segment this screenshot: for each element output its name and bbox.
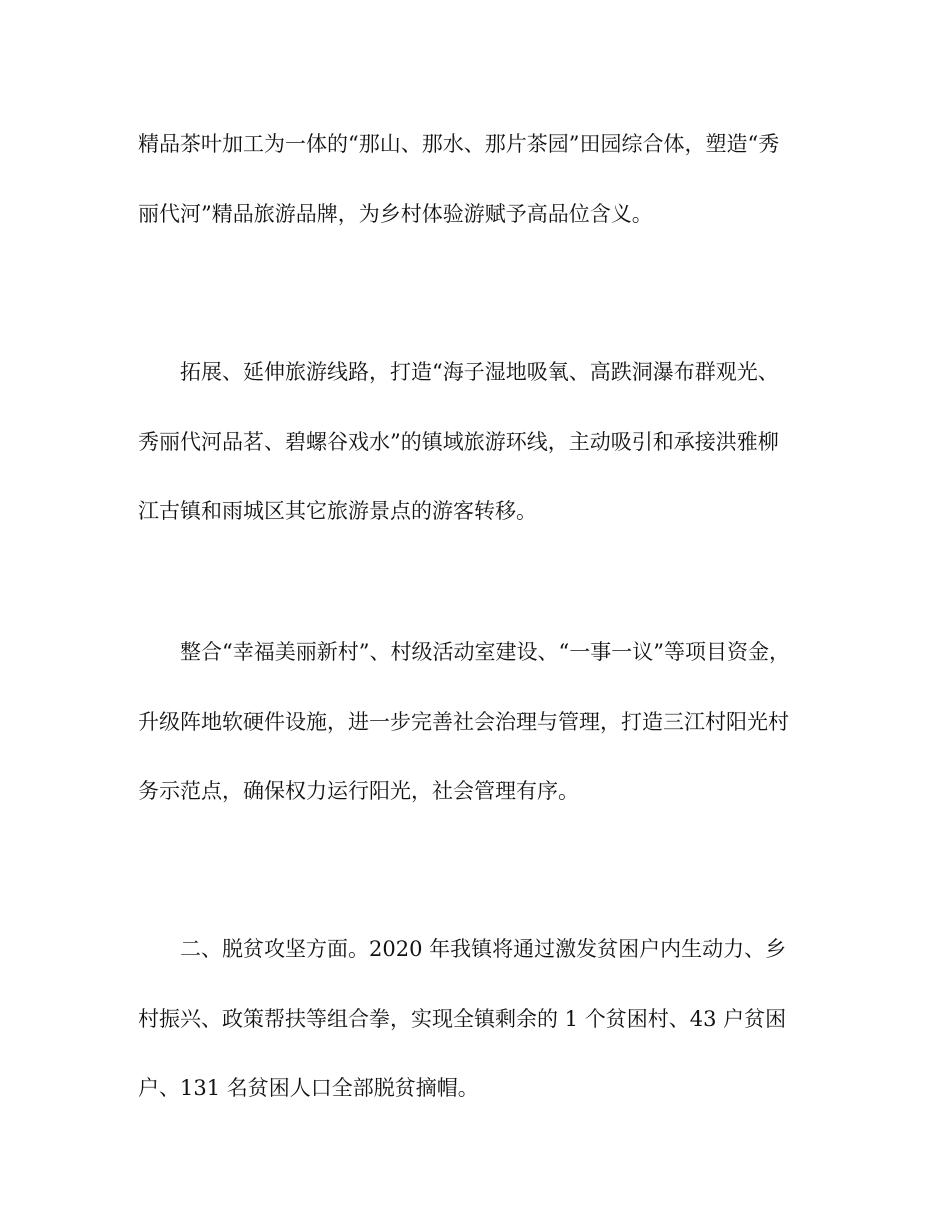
paragraph-1-line-1: 精品茶叶加工为一体的“那山、那水、那片茶园”田园综合体，塑造“秀 (138, 132, 780, 156)
paragraph-2-line-2: 秀丽代河品茗、碧螺谷戏水”的镇域旅游环线，主动吸引和承接洪雅柳 (138, 430, 779, 454)
paragraph-1-line-2: 丽代河”精品旅游品牌，为乡村体验游赋予高品位含义。 (138, 202, 653, 226)
paragraph-3-line-3: 务示范点，确保权力运行阳光，社会管理有序。 (138, 779, 579, 803)
paragraph-3-line-2: 升级阵地软硬件设施，进一步完善社会治理与管理，打造三江村阳光村 (138, 710, 789, 734)
paragraph-4-line-3: 户、131 名贫困人口全部脱贫摘帽。 (138, 1076, 479, 1100)
paragraph-4-line-2: 村振兴、政策帮扶等组合拳，实现全镇剩余的 1 个贫困村、43 户贫困 (138, 1007, 787, 1031)
paragraph-2-line-3: 江古镇和雨城区其它旅游景点的游客转移。 (138, 499, 537, 523)
paragraph-2-line-1: 拓展、延伸旅游线路，打造“海子湿地吸氧、高跌洞瀑布群观光、 (180, 360, 779, 384)
paragraph-4-line-1: 二、脱贫攻坚方面。2020 年我镇将通过激发贫困户内生动力、乡 (180, 937, 787, 961)
paragraph-3-line-1: 整合“幸福美丽新村”、村级活动室建设、“一事一议”等项目资金， (180, 640, 790, 664)
